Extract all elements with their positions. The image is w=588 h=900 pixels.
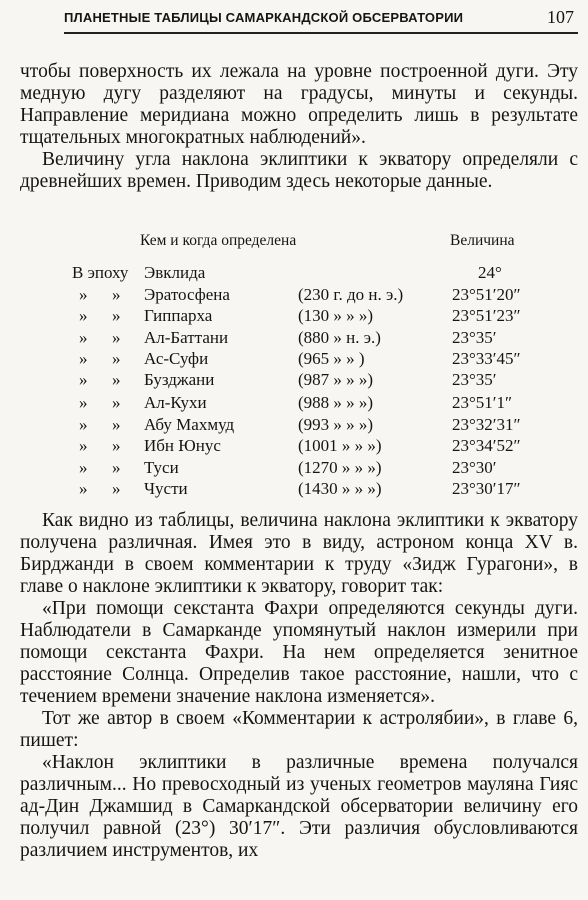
- row-name: Чусти: [144, 479, 188, 498]
- row-value: 23°30′17″: [452, 479, 521, 498]
- page-number: 107: [547, 7, 574, 27]
- row-value: 23°33′45″: [452, 349, 521, 368]
- row-value: 23°32′31″: [452, 415, 521, 434]
- paragraph: «При помощи секстанта Фахри определяются секунды дуги. Наблюдатели в Самарканде упомянутый наклон измерили при помощи секстанта Фахри. На нем определяется зенитное расстояние Солнца. Определив такое расстояние, нашли, что с течением времени значение наклона изменяется».: [20, 598, 578, 707]
- row-name: Ал-Баттани: [144, 328, 229, 347]
- row-date: (230 г. до н. э.): [298, 285, 404, 304]
- row-date: (987 » » »): [298, 370, 374, 389]
- paragraph: чтобы поверхность их лежала на уровне построенной дуги. Эту медную дугу разделяют на градусы, минуты и секунды. Направление меридиана можно определить лишь в результате тщательных многократных наблюдений».: [20, 61, 578, 148]
- table-row: [20, 415, 578, 435]
- ditto-mark: »: [79, 436, 88, 455]
- table-row: [20, 393, 578, 413]
- row-date: (1430 » » »): [298, 479, 382, 498]
- row-value: 23°30′: [452, 458, 497, 477]
- table-row: [20, 458, 578, 478]
- row-date: (993 » » »): [298, 415, 374, 434]
- running-title: ПЛАНЕТНЫЕ ТАБЛИЦЫ САМАРКАНДСКОЙ ОБСЕРВАТОРИИ: [64, 10, 464, 25]
- row-value: 23°35′: [452, 328, 497, 347]
- row-value: 23°51′23″: [452, 306, 521, 325]
- ditto-mark: »: [79, 415, 88, 434]
- ditto-mark: »: [79, 285, 88, 304]
- ditto-mark: »: [112, 306, 121, 325]
- ditto-mark: »: [112, 370, 121, 389]
- table-row: [20, 285, 578, 305]
- column-header-value: Величина: [450, 232, 515, 249]
- ditto-mark: »: [112, 285, 121, 304]
- paragraph: «Наклон эклиптики в различные времена получался различным... Но превосходный из ученых геометров мауляна Гияс ад-Дин Джамшид в Самаркандской обсерватории величину его получил равной (23°) 30′17″. Эти различия обусловливаются различием инструментов, их: [20, 752, 578, 861]
- ditto-mark: »: [79, 458, 88, 477]
- ditto-mark: »: [112, 393, 121, 412]
- row-name: Гиппарха: [144, 306, 213, 325]
- table-row: [20, 328, 578, 348]
- ditto-mark: »: [79, 393, 88, 412]
- paragraph: Тот же автор в своем «Комментарии к астролябии», в главе 6, пишет:: [20, 708, 578, 751]
- row-date: (988 » » »): [298, 393, 374, 412]
- text-block-top: [20, 61, 578, 193]
- table-row: [20, 479, 578, 499]
- row-name: Ал-Кухи: [144, 393, 207, 412]
- row-prefix: В эпоху: [72, 263, 129, 282]
- table-row: [20, 306, 578, 326]
- ditto-mark: »: [112, 349, 121, 368]
- ditto-mark: »: [112, 415, 121, 434]
- row-date: (880 » н. э.): [298, 328, 381, 347]
- row-name: Бузджани: [144, 370, 215, 389]
- ditto-mark: »: [79, 349, 88, 368]
- table-row: [20, 436, 578, 456]
- column-header-who: Кем и когда определена: [140, 232, 297, 249]
- row-date: (130 » » »): [298, 306, 374, 325]
- ditto-mark: »: [112, 479, 121, 498]
- paragraph: Величину угла наклона эклиптики к экватору определяли с древнейших времен. Приводим здесь некоторые данные.: [20, 149, 578, 192]
- ditto-mark: »: [112, 436, 121, 455]
- ditto-mark: »: [79, 370, 88, 389]
- paragraph: Как видно из таблицы, величина наклона эклиптики к экватору получена различная. Имея это в виду, астроном конца XV в. Бирджанди в своем комментарии к труду «Зидж Гурагони», в главе о наклоне эклиптики к экватору, говорит так:: [20, 510, 578, 597]
- row-name: Туси: [144, 458, 179, 477]
- row-name: Абу Махмуд: [144, 415, 235, 434]
- ditto-mark: »: [79, 479, 88, 498]
- row-value: 23°51′20″: [452, 285, 521, 304]
- row-value: 23°35′: [452, 370, 497, 389]
- row-name: Ибн Юнус: [144, 436, 221, 455]
- table-row: [20, 263, 578, 283]
- ditto-mark: »: [79, 328, 88, 347]
- row-value: 23°34′52″: [452, 436, 521, 455]
- row-name: Ас-Суфи: [144, 349, 209, 368]
- row-value: 24°: [478, 263, 502, 282]
- table-row: [20, 370, 578, 390]
- table-row: [20, 349, 578, 369]
- page-header: [64, 6, 578, 34]
- text-block-bottom: [20, 510, 578, 862]
- row-date: (1270 » » »): [298, 458, 382, 477]
- ditto-mark: »: [112, 458, 121, 477]
- row-name: Эратосфена: [144, 285, 230, 304]
- ditto-mark: »: [79, 306, 88, 325]
- row-date: (965 » » ): [298, 349, 365, 368]
- row-date: (1001 » » »): [298, 436, 382, 455]
- ditto-mark: »: [112, 328, 121, 347]
- row-name: Эвклида: [144, 263, 206, 282]
- row-value: 23°51′1″: [452, 393, 513, 412]
